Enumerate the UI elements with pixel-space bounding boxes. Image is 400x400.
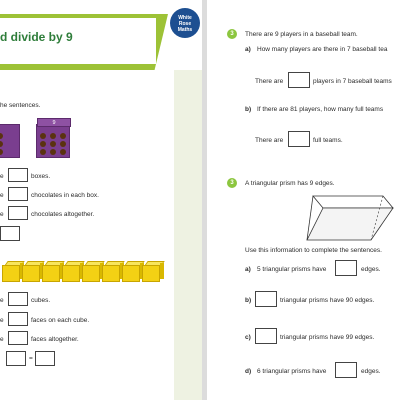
part-label: c) [245, 334, 251, 341]
answer-box[interactable] [8, 312, 28, 326]
answer-suffix: full teams. [313, 137, 343, 144]
sentence-prefix: e [0, 211, 4, 218]
question-number: 3 [227, 29, 237, 39]
answer-box[interactable] [8, 187, 28, 201]
question-part-text: 6 triangular prisms have [257, 368, 327, 375]
sentence-each-box: chocolates in each box. [31, 192, 99, 199]
answer-box[interactable] [255, 328, 277, 344]
answer-box[interactable] [8, 168, 28, 182]
answer-suffix: edges. [361, 266, 381, 273]
question-text: A triangular prism has 9 edges. [245, 180, 335, 187]
sentence-prefix: e [0, 173, 4, 180]
sentence-prefix: e [0, 336, 4, 343]
equals-sign: = [29, 355, 33, 362]
question-part-text: 5 triangular prisms have [257, 266, 327, 273]
box-label: 9 [37, 118, 71, 127]
sentence-faces-total: faces altogether. [31, 336, 79, 343]
margin-strip [174, 70, 202, 400]
answer-box[interactable] [288, 131, 310, 147]
sentence-prefix: e [0, 317, 4, 324]
answer-box[interactable] [6, 351, 26, 366]
answer-prefix: There are [255, 78, 284, 85]
part-label: b) [245, 297, 252, 304]
answer-box[interactable] [35, 351, 55, 366]
answer-suffix: triangular prisms have 99 edges. [280, 334, 375, 341]
chocolate-box-image [0, 124, 20, 158]
question-number: 3 [227, 178, 237, 188]
triangular-prism-image [305, 192, 397, 244]
answer-box[interactable] [8, 292, 28, 306]
question-part-text: If there are 81 players, how many full teams [257, 106, 384, 113]
part-label: a) [245, 266, 251, 273]
white-rose-maths-logo: White Rose Maths [170, 8, 200, 38]
answer-box[interactable] [0, 226, 20, 241]
part-label: d) [245, 368, 252, 375]
answer-box[interactable] [8, 206, 28, 220]
part-label: a) [245, 46, 251, 53]
answer-box[interactable] [255, 291, 277, 307]
instruction-text: Use this information to complete the sentences. [245, 247, 382, 254]
right-page [207, 0, 400, 400]
answer-suffix: players in 7 baseball teams [313, 78, 392, 85]
sentence-prefix: e [0, 192, 4, 199]
question-part-text: How many players are there in 7 baseball tea [257, 46, 388, 53]
question-text: There are 9 players in a baseball team. [245, 31, 358, 38]
answer-box[interactable] [335, 260, 357, 276]
sentence-boxes: boxes. [31, 173, 51, 180]
instruction-text: he sentences. [0, 102, 41, 109]
part-label: b) [245, 106, 252, 113]
sentence-faces-each: faces on each cube. [31, 317, 90, 324]
sentence-cubes: cubes. [31, 297, 51, 304]
answer-suffix: edges. [361, 368, 381, 375]
answer-suffix: triangular prisms have 90 edges. [280, 297, 375, 304]
answer-box[interactable] [288, 72, 310, 88]
chocolate-box-image [36, 120, 70, 158]
sentence-altogether: chocolates altogether. [31, 211, 95, 218]
sentence-prefix: e [0, 297, 4, 304]
answer-box[interactable] [335, 362, 357, 378]
page-title: d divide by 9 [0, 30, 73, 44]
answer-prefix: There are [255, 137, 284, 144]
answer-box[interactable] [8, 331, 28, 345]
